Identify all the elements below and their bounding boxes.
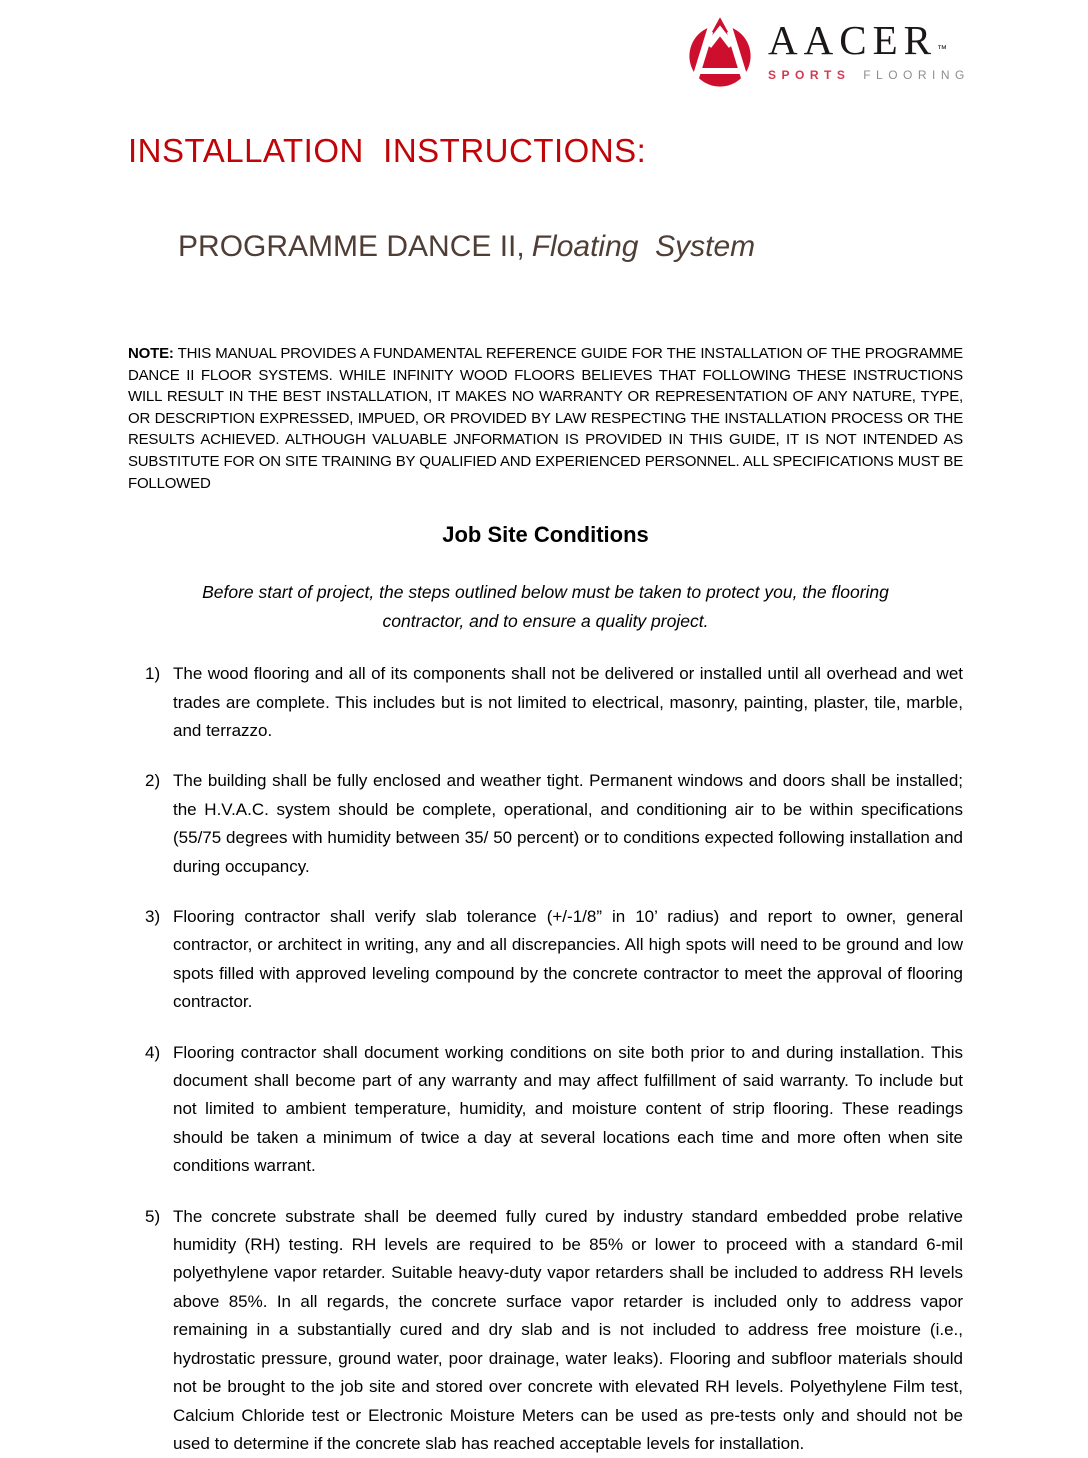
note-label: NOTE:	[128, 345, 174, 362]
conditions-list	[128, 660, 963, 1458]
list-item	[145, 767, 963, 881]
tagline-flooring: FLOORING	[863, 68, 970, 82]
list-item	[145, 1039, 963, 1181]
item-number: 4)	[145, 1042, 161, 1062]
item-text: Flooring contractor shall document working conditions on site both prior to and during installation. This document shall become part of any warranty and may affect fulfillment of said warranty. To include but not limited to ambient temperature, humidity, and moisture content of strip flooring. These readings should be taken a minimum of twice a day at several locations each time and more often when site conditions warrant.	[173, 1042, 963, 1176]
list-item	[145, 660, 963, 745]
item-number: 1)	[145, 664, 161, 684]
document-title: INSTALLATION INSTRUCTIONS:	[128, 132, 647, 169]
list-item	[145, 1203, 963, 1458]
subtitle-product-name: PROGRAMME DANCE II,	[178, 230, 525, 263]
note-paragraph	[128, 343, 963, 494]
item-number: 2)	[145, 771, 161, 791]
item-number: 3)	[145, 907, 161, 926]
item-text: Flooring contractor shall verify slab tolerance (+/-1/8” in 10’ radius) and report to owner, general contractor, or architect in writing, any and all discrepancies. All high spots will need to be ground and low spots filled with approved leveling compound by the concrete contractor to meet the approval of flooring contractor.	[173, 907, 963, 1012]
tagline-sports: SPORTS	[768, 68, 851, 82]
section-intro	[128, 578, 963, 636]
list-item	[145, 903, 963, 1017]
subtitle-system-type: Floating System	[531, 230, 756, 263]
intro-line-1: Before start of project, the steps outlined below must be taken to protect you, the flooring	[202, 582, 889, 603]
item-text: The wood flooring and all of its components shall not be delivered or installed until all overhead and wet trades are complete. This includes but is not limited to electrical, masonry, painting, plaster, tile, marble, and terrazzo.	[173, 664, 963, 740]
intro-line-2: contractor, and to ensure a quality project.	[382, 611, 709, 632]
item-text: The building shall be fully enclosed and weather tight. Permanent windows and doors shall be installed; the H.V.A.C. system should be complete, operational, and conditioning air to be within specifications (55/75 degrees with humidity between 35/ 50 percent) or to conditions expected following installation and during occupancy.	[173, 771, 963, 876]
item-number: 5)	[145, 1206, 161, 1226]
item-text: The concrete substrate shall be deemed fully cured by industry standard embedded probe relative humidity (RH) testing. RH levels are required to be 85% or lower to proceed with a standard 6-mil polyethylene vapor retarder. Suitable heavy-duty vapor retarders shall be included to address RH levels above 85%. In all regards, the concrete surface vapor retarder is included only to address vapor remaining in a substantially cured and dry slab and is not included to address free moisture (i.e., hydrostatic pressure, ground water, poor drainage, water leaks). Flooring and subfloor materials should not be brought to the job site and stored over concrete with elevated RH levels. Polyethylene Film test, Calcium Chloride test or Electronic Moisture Meters can be used as pre-tests only and should not be used to determine if the concrete slab has reached acceptable levels for installation.	[173, 1206, 963, 1453]
document-subtitle	[128, 193, 963, 301]
aacer-brand-name: AACER	[768, 17, 937, 63]
note-body: THIS MANUAL PROVIDES A FUNDAMENTAL REFERENCE GUIDE FOR THE INSTALLATION OF THE PROGRAMME DANCE II FLOOR SYSTEMS. WHILE INFINITY WOOD FLOORS BELIEVES THAT FOLLOWING THESE INSTRUCTIONS WILL RESULT IN THE BEST INSTALLATION, IT MAKES NO WARRANTY OR REPRESENTATION OF ANY NATURE, TYPE, OR DESCRIPTION EXPRESSED, IMPUED, OR PROVIDED BY LAW RESPECTING THE INSTALLATION PROCESS OR THE RESULTS ACHIEVED. ALTHOUGH VALUABLE JNFORMATION IS PROVIDED IN THIS GUIDE, IT IS NOT INTENDED AS SUBSTITUTE FOR ON SITE TRAINING BY QUALIFIED AND EXPERIENCED PERSONNEL. ALL SPECIFICATIONS MUST BE FOLLOWED	[128, 345, 963, 492]
section-heading: Job Site Conditions	[442, 522, 649, 548]
trademark-symbol: ™	[936, 44, 947, 55]
